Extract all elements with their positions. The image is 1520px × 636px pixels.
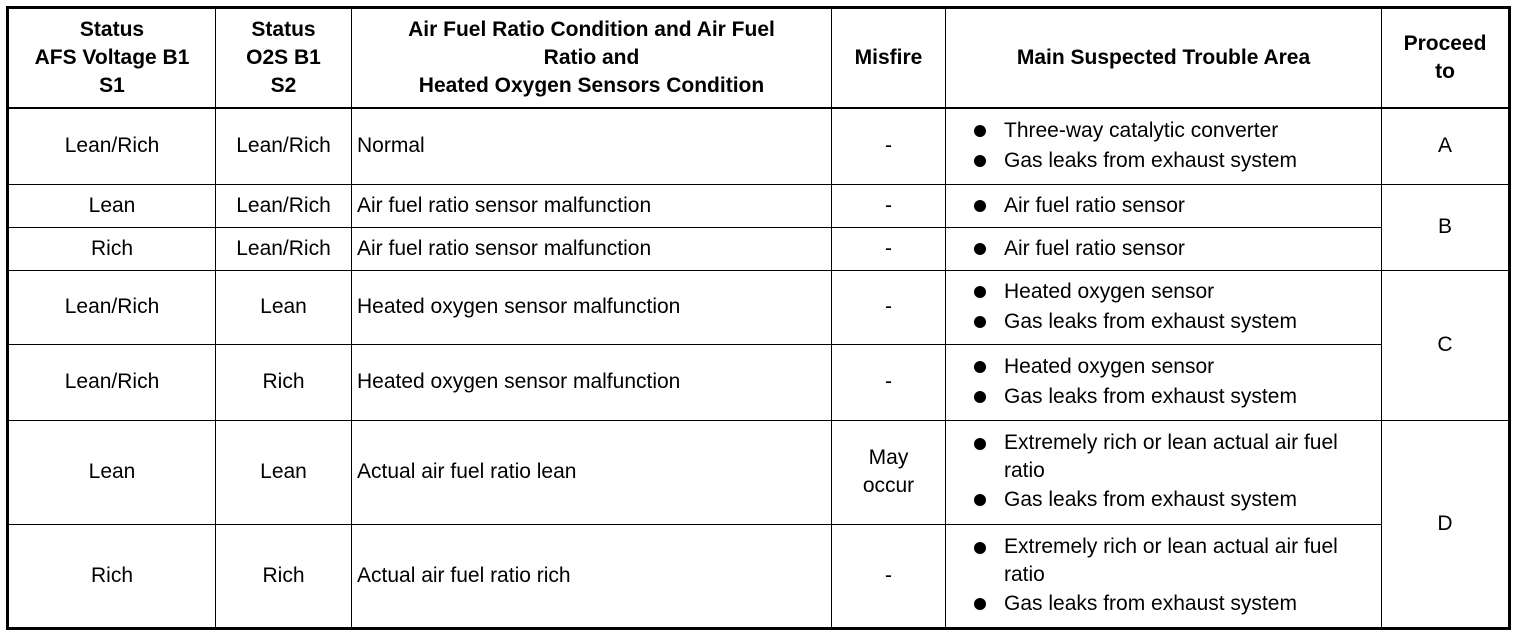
cell-condition: Air fuel ratio sensor malfunction — [352, 184, 832, 227]
cell-misfire: - — [832, 270, 946, 344]
cell-o2s: Lean/Rich — [216, 184, 352, 227]
cell-condition: Air fuel ratio sensor malfunction — [352, 227, 832, 270]
cell-proceed: C — [1382, 270, 1510, 420]
bullet-icon — [974, 155, 986, 167]
cell-afs: Lean/Rich — [8, 270, 216, 344]
cell-afs: Rich — [8, 524, 216, 628]
cell-condition: Normal — [352, 108, 832, 184]
bullet-icon — [974, 494, 986, 506]
cell-proceed: D — [1382, 420, 1510, 628]
cell-o2s: Rich — [216, 524, 352, 628]
list-item: Heated oxygen sensor — [972, 277, 1375, 307]
cell-afs: Lean/Rich — [8, 108, 216, 184]
table-row — [8, 344, 1510, 420]
cell-trouble — [946, 270, 1382, 344]
table-row — [8, 227, 1510, 270]
cell-condition: Heated oxygen sensor malfunction — [352, 344, 832, 420]
bullet-icon — [974, 391, 986, 403]
header-misfire: Misfire — [832, 8, 946, 109]
cell-proceed: A — [1382, 108, 1510, 184]
cell-o2s: Lean/Rich — [216, 227, 352, 270]
cell-trouble — [946, 184, 1382, 227]
cell-trouble — [946, 227, 1382, 270]
bullet-icon — [974, 316, 986, 328]
list-item: Gas leaks from exhaust system — [972, 307, 1375, 337]
table-row — [8, 524, 1510, 628]
bullet-icon — [974, 361, 986, 373]
bullet-icon — [974, 542, 986, 554]
table-row — [8, 420, 1510, 524]
list-item: Three-way catalytic converter — [972, 116, 1375, 146]
cell-misfire: May occur — [832, 420, 946, 524]
header-afs-voltage: Status AFS Voltage B1 S1 — [8, 8, 216, 109]
cell-misfire: - — [832, 227, 946, 270]
cell-o2s: Lean — [216, 420, 352, 524]
list-item: Gas leaks from exhaust system — [972, 589, 1375, 619]
cell-condition: Actual air fuel ratio rich — [352, 524, 832, 628]
list-item: Gas leaks from exhaust system — [972, 382, 1375, 412]
list-item: Extremely rich or lean actual air fuel ratio — [972, 533, 1375, 589]
cell-trouble — [946, 108, 1382, 184]
cell-trouble — [946, 344, 1382, 420]
bullet-icon — [974, 438, 986, 450]
cell-o2s: Lean — [216, 270, 352, 344]
cell-misfire: - — [832, 344, 946, 420]
header-condition: Air Fuel Ratio Condition and Air Fuel Ratio and Heated Oxygen Sensors Condition — [352, 8, 832, 109]
cell-afs: Lean/Rich — [8, 344, 216, 420]
list-item: Air fuel ratio sensor — [972, 234, 1375, 264]
list-item: Gas leaks from exhaust system — [972, 146, 1375, 176]
bullet-icon — [974, 598, 986, 610]
trouble-table — [6, 6, 1511, 630]
list-item: Air fuel ratio sensor — [972, 191, 1375, 221]
cell-o2s: Lean/Rich — [216, 108, 352, 184]
header-trouble-area: Main Suspected Trouble Area — [946, 8, 1382, 109]
table-row — [8, 270, 1510, 344]
table-row — [8, 184, 1510, 227]
table-wrapper — [6, 6, 1511, 630]
list-item: Heated oxygen sensor — [972, 352, 1375, 382]
table-row — [8, 108, 1510, 184]
cell-afs: Rich — [8, 227, 216, 270]
bullet-icon — [974, 125, 986, 137]
cell-afs: Lean — [8, 184, 216, 227]
bullet-icon — [974, 243, 986, 255]
bullet-icon — [974, 200, 986, 212]
cell-misfire: - — [832, 184, 946, 227]
header-proceed: Proceed to — [1382, 8, 1510, 109]
header-row — [8, 8, 1510, 109]
list-item: Extremely rich or lean actual air fuel ratio — [972, 429, 1375, 485]
cell-condition: Heated oxygen sensor malfunction — [352, 270, 832, 344]
list-item: Gas leaks from exhaust system — [972, 485, 1375, 515]
bullet-icon — [974, 286, 986, 298]
header-o2s: Status O2S B1 S2 — [216, 8, 352, 109]
cell-misfire: - — [832, 108, 946, 184]
cell-afs: Lean — [8, 420, 216, 524]
cell-misfire: - — [832, 524, 946, 628]
cell-proceed: B — [1382, 184, 1510, 270]
cell-trouble — [946, 420, 1382, 524]
cell-condition: Actual air fuel ratio lean — [352, 420, 832, 524]
cell-o2s: Rich — [216, 344, 352, 420]
cell-trouble — [946, 524, 1382, 628]
